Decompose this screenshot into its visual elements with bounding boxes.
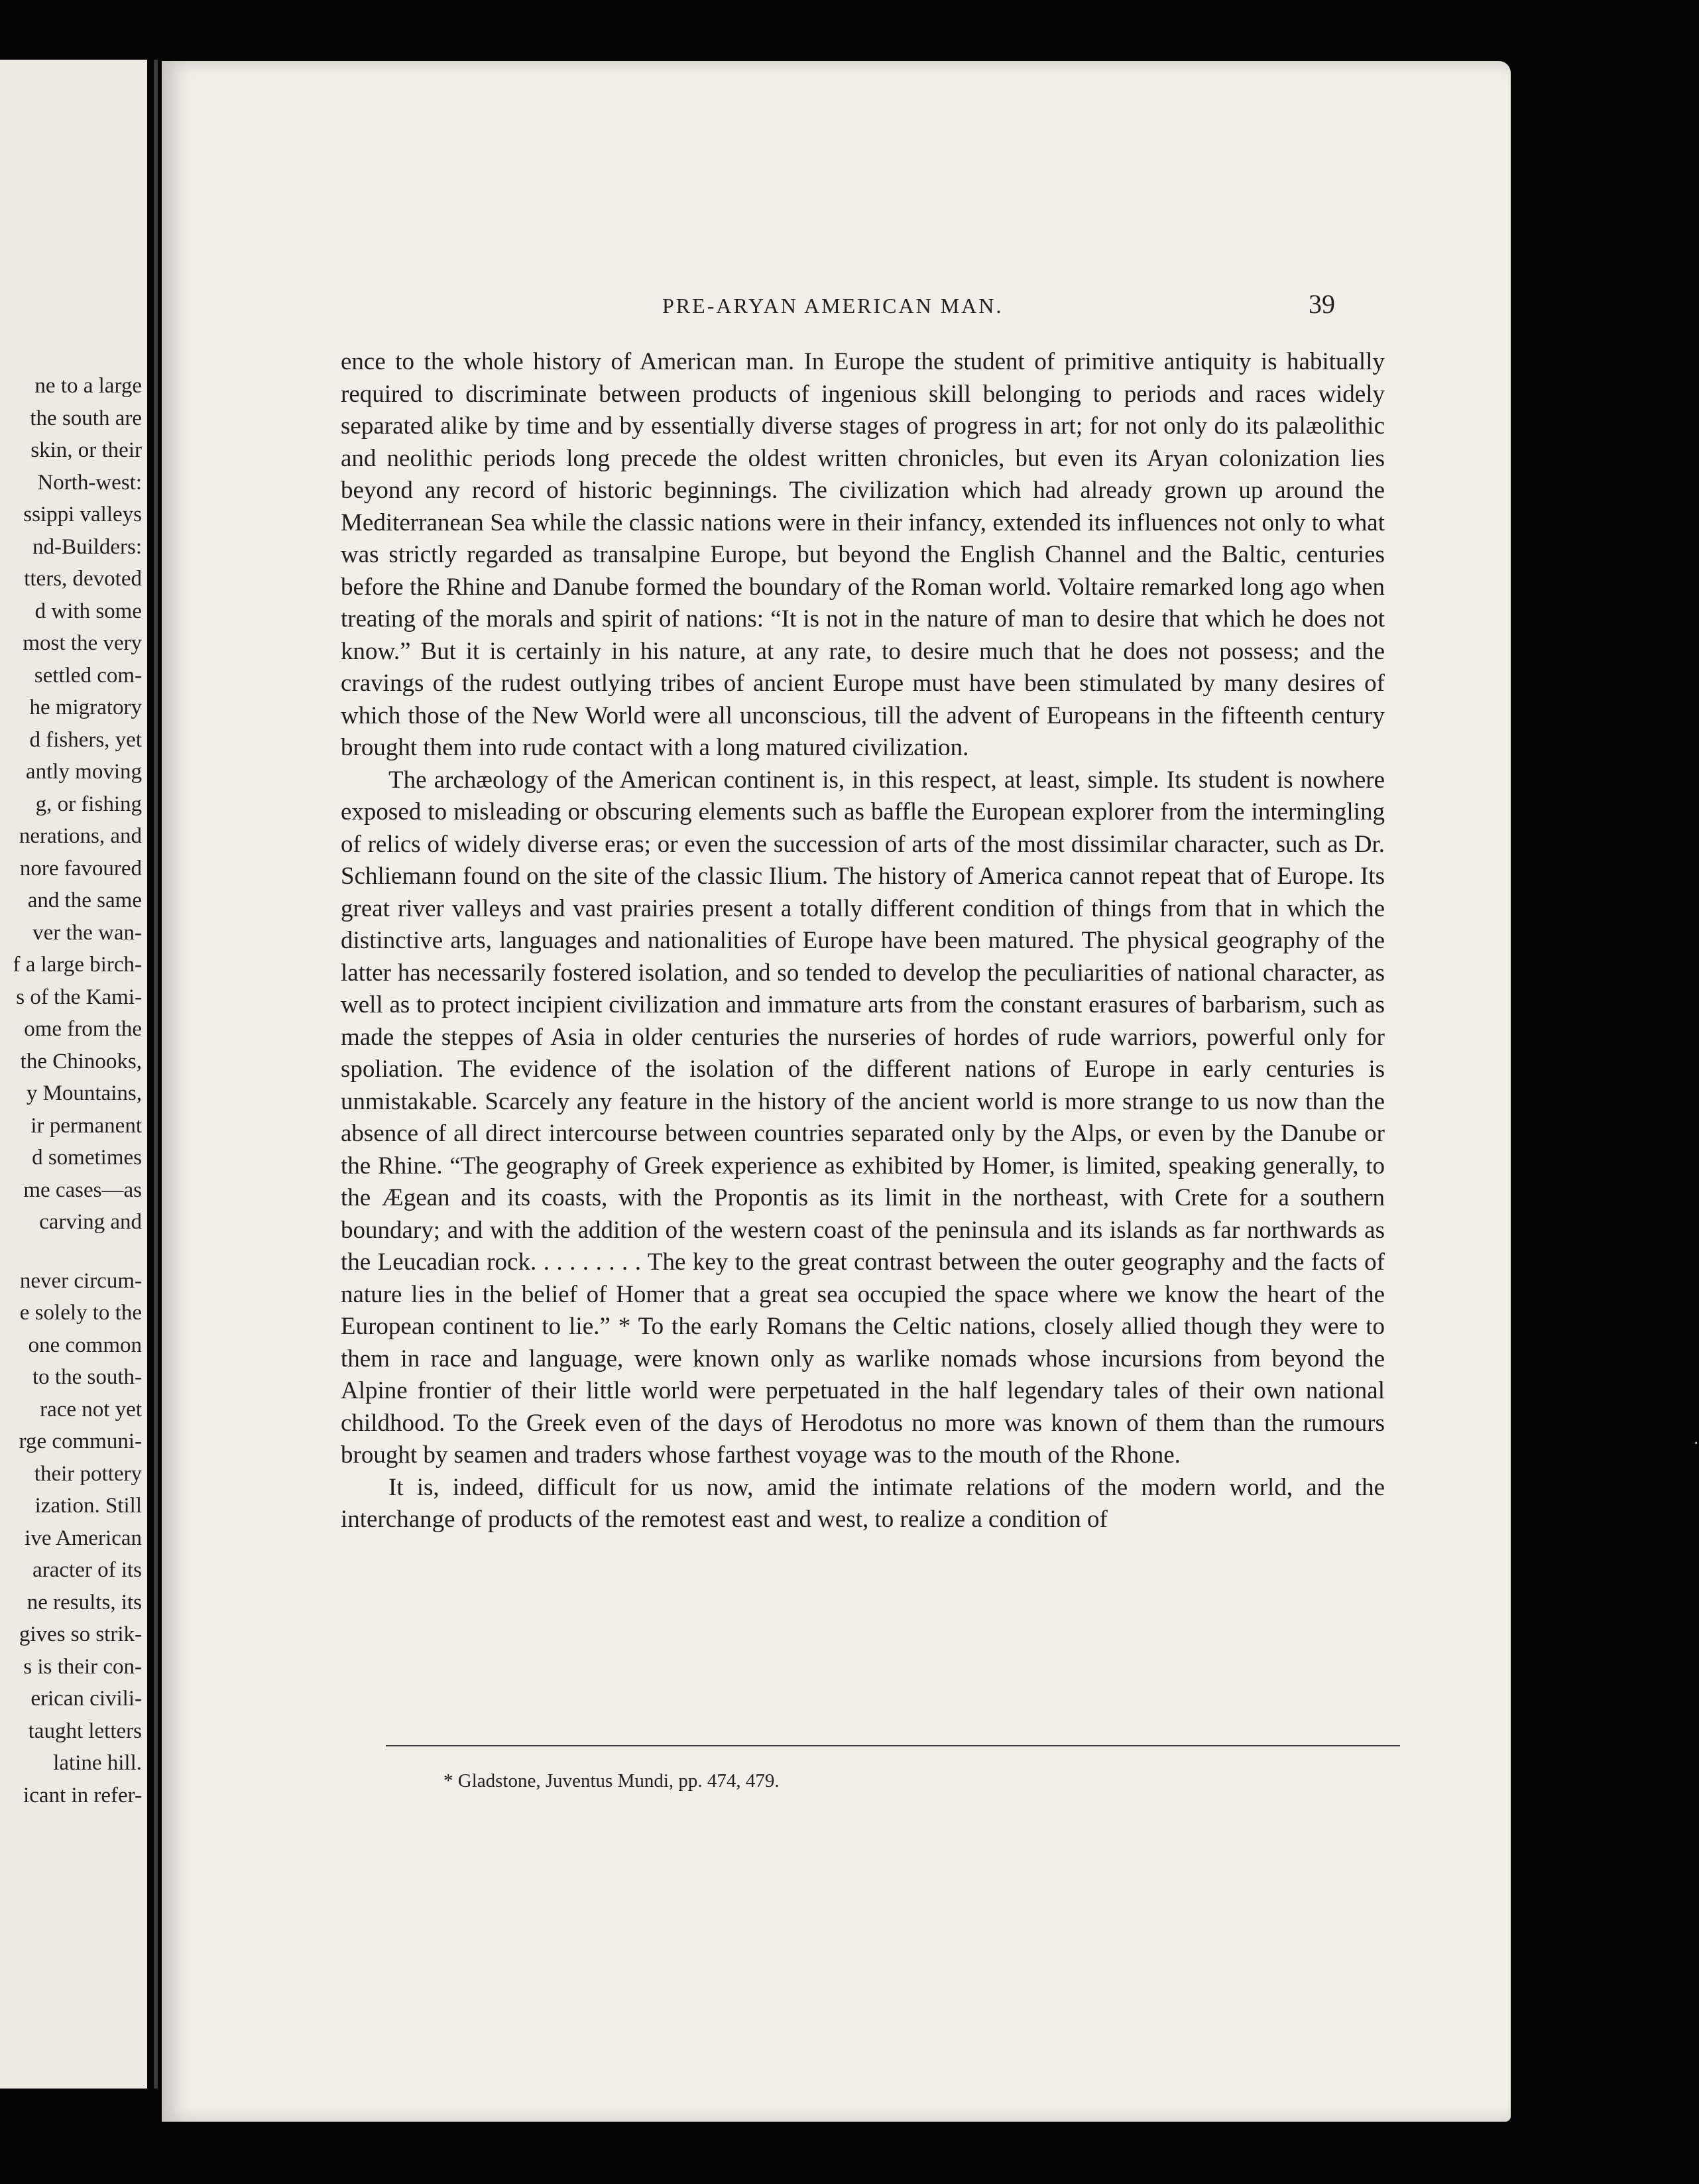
previous-page-line: tters, devoted: [24, 567, 142, 591]
previous-page-line: nore favoured: [19, 856, 142, 880]
previous-page-line: icant in refer-: [23, 1783, 142, 1807]
previous-page-line: ome from the: [24, 1017, 142, 1041]
previous-page-line: ir permanent: [30, 1113, 142, 1138]
previous-page-line: he migratory: [29, 696, 142, 719]
previous-page-line: most the very: [23, 631, 142, 655]
previous-page-line: nd-Builders:: [32, 534, 142, 559]
page-number: 39: [1309, 289, 1335, 319]
previous-page-line: ssippi valleys: [23, 503, 142, 526]
previous-page-line: g, or fishing: [35, 792, 142, 816]
previous-page-line: s of the Kami-: [16, 985, 142, 1009]
previous-page-line: the south are: [30, 406, 142, 430]
running-head: [506, 288, 1368, 328]
paragraph-2: The archæology of the American continent is, in this respect, at least, simple. Its student is nowhere exposed to misleading or obscuring elements such as baffle the European explorer from the intermingling of relics of widely diverse eras; or even the succession of arts of the most dissimilar character, such as Dr. Schliemann found on the site of the classic Ilium. The history of America cannot repeat that of Europe. Its great river valleys and vast prairies present a totally different condition of things from that in which the distinctive arts, languages and nationalities of Europe have been matured. The physical geography of the latter has necessarily fostered isolation, and so tended to develop the peculiarities of national character, as well as to protect incipient civilization and immature arts from the constant erasures of barbarism, such as made the steppes of Asia in older centuries the nurseries of hordes of rude warriors, powerful only for spoliation. The evidence of the isolation of the different nations of Europe in early centuries is unmistakable. Scarcely any feature in the history of the ancient world is more strange to us now than the absence of all direct intercourse between countries separated only by the Alps, or even by the Danube or the Rhine. “The geography of Greek experience as exhibited by Homer, is limited, speaking generally, to the Ægean and its coasts, with the Propontis as its limit in the northeast, with Crete for a southern boundary; and with the addition of the western coast of the peninsula and its islands as far northwards as the Leucadian rock. . . . . . . . . The key to the great contrast between the outer geography and the facts of nature lies in the belief of Homer that a great sea occupied the space where we know the heart of the European continent to lie.” * To the early Romans the Celtic nations, closely allied though they were to them in race and language, were known only as warlike nomads whose incursions from beyond the Alpine frontier of their little world were perpetuated in the half legendary tales of their own national childhood. To the Greek even of the days of Herodotus no more was known of them than the rumours brought by seamen and traders whose farthest voyage was to the mouth of the Rhone.: [341, 766, 1385, 1469]
previous-page-line: nerations, and: [19, 824, 142, 848]
previous-page-text: [13, 370, 142, 1811]
body-text: [341, 346, 1385, 1536]
previous-page-line: ive American: [25, 1526, 142, 1550]
current-page: [162, 61, 1699, 2122]
previous-page-line: aracter of its: [32, 1558, 142, 1582]
previous-page-line: rge communi-: [19, 1429, 142, 1453]
previous-page-line: e solely to the: [19, 1301, 142, 1325]
previous-page-line: d fishers, yet: [29, 727, 142, 752]
previous-page-line: me cases—as: [23, 1178, 142, 1202]
previous-page-line: ne results, its: [27, 1590, 142, 1614]
footnote: * Gladstone, Juventus Mundi, pp. 474, 479.: [443, 1770, 780, 1791]
previous-page-fragment: [0, 60, 147, 2089]
paragraph-1: ence to the whole history of American man. In Europe the student of primitive antiquity is habitually required to discriminate between products of ingenious skill belonging to periods and races widely separated alike by time and by essentially diverse stages of progress in art; for not only do its palæolithic and neolithic periods long precede the oldest written chronicles, but even its Aryan colonization lies beyond any record of historic beginnings. The civilization which had already grown up around the Mediterranean Sea while the classic nations were in their infancy, extended its influences not only to what was strictly regarded as transalpine Europe, but beyond the English Channel and the Baltic, centuries before the Rhine and Danube formed the boundary of the Roman world. Voltaire remarked long ago when treating of the morals and spirit of nations: “It is not in the nature of man to desire that which he does not know.” But it is certainly in his nature, at any rate, to desire much that he does not possess; and the cravings of the rudest outlying tribes of ancient Europe must have been stimulated by many desires of which those of the New World were all unconscious, till the advent of Europeans in the fifteenth century brought them into rude contact with a long matured civilization.: [341, 348, 1385, 761]
previous-page-line: erican civili-: [30, 1687, 142, 1711]
previous-page-line: and the same: [27, 888, 142, 912]
previous-page-line: ization. Still: [34, 1494, 142, 1518]
previous-page-line: North-west:: [37, 470, 142, 495]
previous-page-line: settled com-: [34, 663, 142, 688]
page-edge-mark: ·: [1693, 1433, 1699, 1454]
previous-page-line: race not yet: [40, 1397, 142, 1422]
previous-page-line: f a large birch-: [13, 953, 142, 977]
previous-page-line: never circum-: [19, 1268, 142, 1293]
footnote-rule: [386, 1745, 1400, 1746]
previous-page-line: the Chinooks,: [20, 1049, 142, 1073]
previous-page-line: carving and: [39, 1210, 142, 1234]
previous-page-line: one common: [28, 1333, 142, 1357]
previous-page-line: ne to a large: [34, 374, 142, 398]
previous-page-line: ver the wan-: [32, 920, 142, 945]
previous-page-line: latine hill.: [53, 1751, 142, 1775]
previous-page-line: taught letters: [28, 1719, 142, 1743]
previous-page-line: to the south-: [32, 1365, 142, 1389]
previous-page-line: s is their con-: [23, 1654, 142, 1679]
previous-page-line: d sometimes: [32, 1146, 142, 1170]
previous-page-line: skin, or their: [30, 438, 142, 462]
page-gutter: [154, 60, 158, 2089]
previous-page-line: antly moving: [25, 760, 142, 784]
previous-page-line: their pottery: [34, 1461, 142, 1486]
previous-page-line: d with some: [34, 599, 142, 623]
running-head-title: PRE-ARYAN AMERICAN MAN.: [662, 294, 1004, 318]
paragraph-3: It is, indeed, difficult for us now, amid the intimate relations of the modern world, and the interchange of products of the remotest east and west, to realize a condition of: [341, 1473, 1385, 1533]
previous-page-line: gives so strik-: [19, 1622, 142, 1646]
previous-page-line: y Mountains,: [26, 1081, 142, 1105]
